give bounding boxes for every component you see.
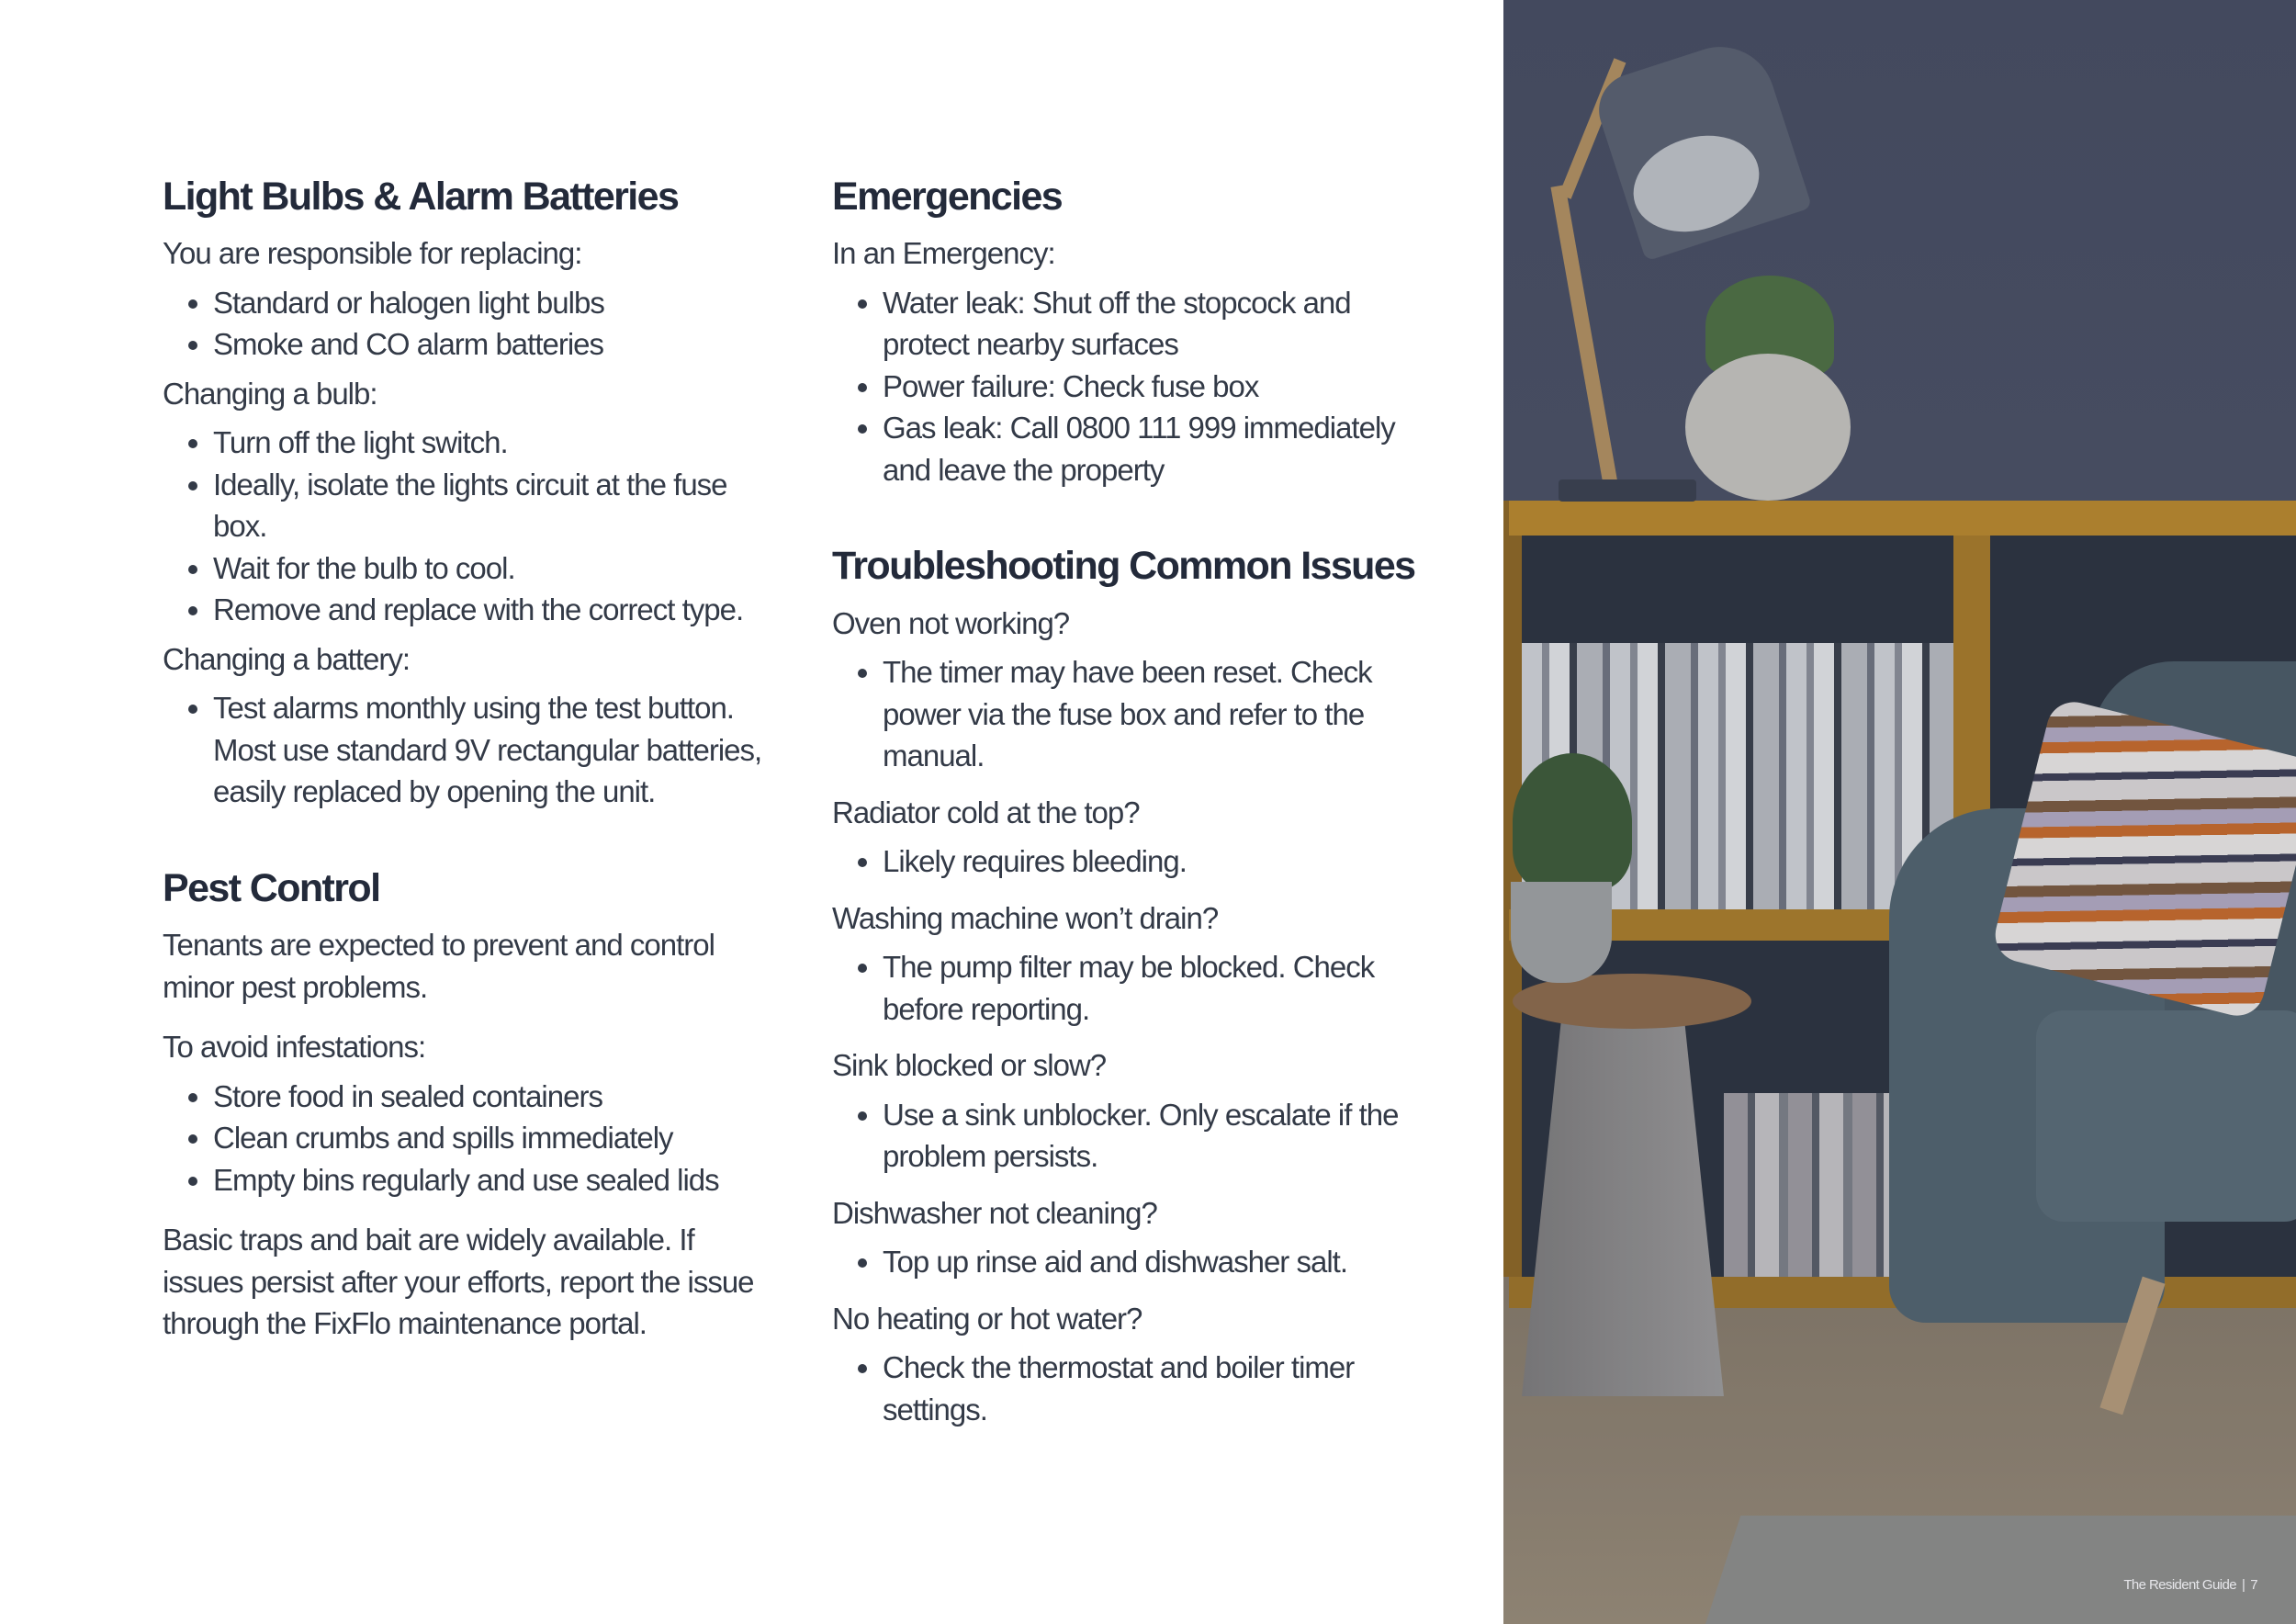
right-column	[832, 175, 1420, 1483]
list-item: Wait for the bulb to cool.	[163, 547, 769, 590]
issue-answer: Likely requires bleeding.	[832, 840, 1420, 883]
bulb-steps-list	[163, 422, 769, 631]
list-item: Turn off the light switch.	[163, 422, 769, 464]
issue-answer: Check the thermostat and boiler timer settings.	[832, 1347, 1420, 1430]
issue-answer-list	[832, 946, 1420, 1030]
pest-control-heading: Pest Control	[163, 865, 380, 910]
avoid-infestations-list	[163, 1076, 769, 1201]
list-item: Smoke and CO alarm batteries	[163, 323, 769, 366]
issue-answer: The pump filter may be blocked. Check before reporting.	[832, 946, 1420, 1030]
issue-answer-list	[832, 1094, 1420, 1178]
responsibility-list	[163, 282, 769, 366]
pest-control-intro: Tenants are expected to prevent and control minor pest problems.	[163, 928, 715, 1004]
list-item: Water leak: Shut off the stopcock and protect nearby surfaces	[832, 282, 1420, 366]
list-item: Ideally, isolate the lights circuit at the fuse box.	[163, 464, 769, 547]
issue-question: Dishwasher not cleaning?	[832, 1195, 1157, 1230]
living-room-photo	[1503, 0, 2296, 1624]
list-item: Power failure: Check fuse box	[832, 366, 1420, 408]
light-bulbs-section	[163, 175, 769, 813]
page-footer	[2123, 1577, 2257, 1593]
list-item: Standard or halogen light bulbs	[163, 282, 769, 324]
issue-answer: Use a sink unblocker. Only escalate if the problem persists.	[832, 1094, 1420, 1178]
changing-battery-label: Changing a battery:	[163, 641, 411, 676]
list-item: Store food in sealed containers	[163, 1076, 769, 1118]
changing-bulb-label: Changing a bulb:	[163, 376, 377, 411]
list-item: Gas leak: Call 0800 111 999 immediately and leave the property	[832, 407, 1420, 491]
issue-answer: The timer may have been reset. Check power via the fuse box and refer to the manual.	[832, 651, 1420, 777]
list-item: Test alarms monthly using the test button. Most use standard 9V rectangular batteries, easily replaced by opening the unit.	[163, 687, 769, 813]
issue-answer-list	[832, 840, 1420, 883]
issue-answer-list	[832, 651, 1420, 777]
photo-overlay	[1503, 0, 2296, 1624]
issue-answer-list	[832, 1241, 1420, 1283]
emergencies-list	[832, 282, 1420, 491]
page-number: 7	[2250, 1577, 2257, 1593]
list-item: Clean crumbs and spills immediately	[163, 1117, 769, 1159]
issue-question: Oven not working?	[832, 605, 1070, 640]
issue-question: Radiator cold at the top?	[832, 795, 1140, 829]
emergencies-section	[832, 175, 1420, 491]
guide-title: The Resident Guide	[2123, 1577, 2236, 1593]
troubleshooting-section	[832, 544, 1420, 1430]
battery-steps-list	[163, 687, 769, 813]
list-item: Remove and replace with the correct type.	[163, 589, 769, 631]
issue-question: No heating or hot water?	[832, 1301, 1142, 1336]
troubleshooting-heading: Troubleshooting Common Issues	[832, 544, 1415, 589]
pest-control-closing: Basic traps and bait are widely available. If issues persist after your efforts, report the issue through the FixFlo maintenance portal.	[163, 1223, 754, 1341]
emergencies-intro: In an Emergency:	[832, 236, 1055, 271]
issue-question: Sink blocked or slow?	[832, 1048, 1107, 1083]
avoid-infestations-label: To avoid infestations:	[163, 1030, 426, 1065]
issue-answer-list	[832, 1347, 1420, 1430]
left-column	[163, 175, 769, 1398]
issue-question: Washing machine won’t drain?	[832, 900, 1219, 935]
light-bulbs-intro: You are responsible for replacing:	[163, 236, 582, 271]
list-item: Empty bins regularly and use sealed lids	[163, 1159, 769, 1201]
issue-answer: Top up rinse aid and dishwasher salt.	[832, 1241, 1420, 1283]
emergencies-heading: Emergencies	[832, 175, 1063, 219]
footer-separator: |	[2241, 1577, 2245, 1593]
light-bulbs-heading: Light Bulbs & Alarm Batteries	[163, 175, 679, 219]
pest-control-section	[163, 866, 769, 1345]
